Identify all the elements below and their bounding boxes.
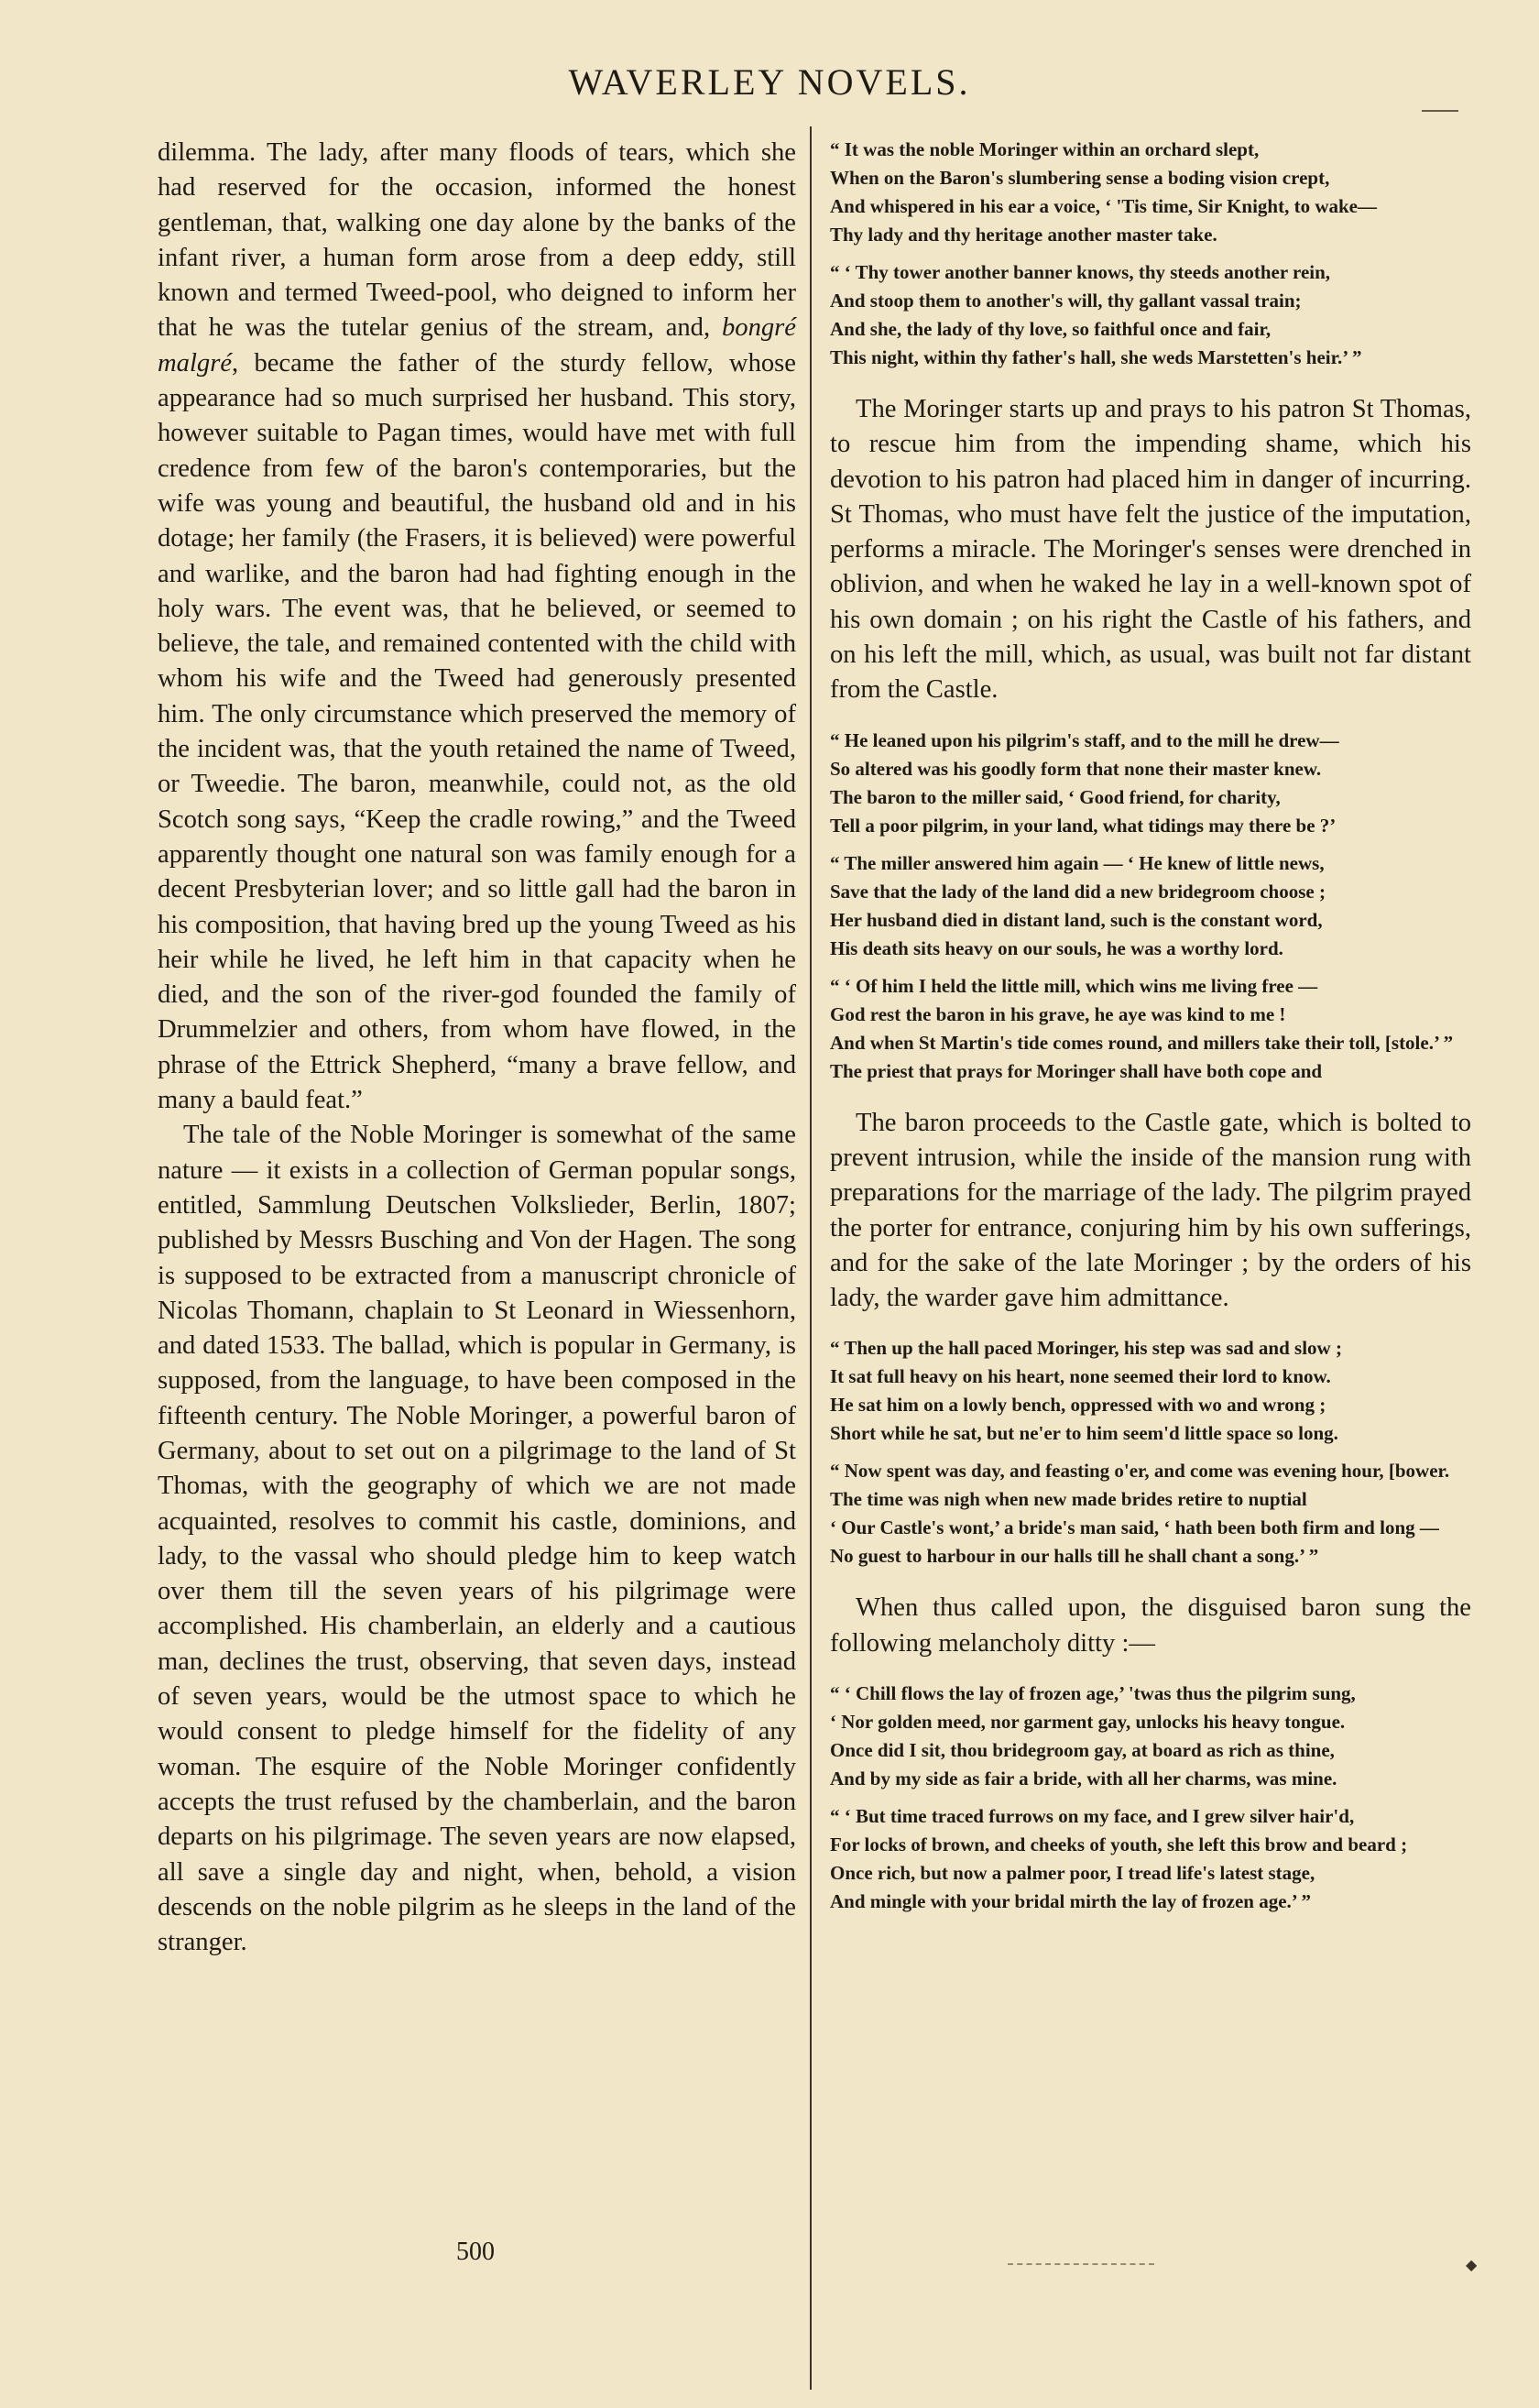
paragraph-ditty-intro: When thus called upon, the disguised baron sung the following melancholy ditty :— (830, 1593, 1471, 1658)
italic-phrase: bongré malgré (158, 313, 796, 378)
verse-stanza-8: “ ‘ Chill flows the lay of frozen age,’ 'twas thus the pilgrim sung, ‘ Nor golden meed, nor garment gay, unlocks his heavy tongue. Once did I sit, thou bridegroom gay, at board as rich as thine, And by my side as fair a bride, with all her charms, was mine. (830, 1682, 1356, 1790)
verse-stanza-9: “ ‘ But time traced furrows on my face, and I grew silver hair'd, For locks of brown, and cheeks of youth, she left this brow and beard ; Once rich, but now a palmer poor, I tread life's latest stage, And mingle with your bridal mirth the lay of frozen age.’ ” (830, 1805, 1408, 1913)
verse-stanza-6: “ Then up the hall paced Moringer, his step was sad and slow ; It sat full heavy on his heart, none seemed their lord to know. He sat him on a lowly bench, oppressed with wo and wrong ; Short while he sat, but ne'er to him seem'd little space so long. (830, 1337, 1342, 1445)
right-column (830, 136, 1471, 1916)
running-header: WAVERLEY NOVELS. (568, 61, 971, 103)
column-divider (810, 126, 812, 2390)
verse-stanza-3: “ He leaned upon his pilgrim's staff, and to the mill he drew— So altered was his goodly form that none their master knew. The baron to the miller said, ‘ Good friend, for charity, Tell a poor pilgrim, in your land, what tidings may there be ?’ (830, 728, 1339, 837)
paragraph-miracle: The Moringer starts up and prays to his patron St Thomas, to rescue him from the impending shame, which his devotion to his patron had placed him in danger of incurring. St Thomas, who must have felt the justice of the imputation, performs a miracle. The Moringer's senses were drenched in oblivion, and when he waked he lay in a well-known spot of his own domain ; on his right the Castle of his fathers, and on his left the mill, which, as usual, was built not far distant from the Castle. (830, 395, 1471, 705)
page-number: 500 (456, 2238, 495, 2266)
verse-stanza-7: “ Now spent was day, and feasting o'er, and come was evening hour, [bower. The time was nigh when new made brides retire to nuptial ‘ Our Castle's wont,’ a bride's man said, ‘ hath been both firm and long — No guest to harbour in our halls till he shall chant a song.’ ” (830, 1460, 1450, 1568)
footer-rule (1008, 2263, 1154, 2265)
paragraph-moringer-intro: The tale of the Noble Moringer is somewhat of the same nature — it exists in a collection of German popular songs, entitled, Sammlung Deutschen Volkslieder, Berlin, 1807; published by Messrs Busching and Von der Hagen. The song is supposed to be extracted from a manuscript chronicle of Nicolas Thomann, chaplain to St Leonard in Wiessenhorn, and dated 1533. The ballad, which is popular in Germany, is supposed, from the language, to have been composed in the fifteenth century. The Noble Moringer, a powerful baron of Germany, about to set out on a pilgrimage to the land of St Thomas, with the geography of which we are not made acquainted, resolves to commit his castle, dominions, and lady, to the vassal who should pledge him to keep watch over them till the seven years of his pilgrimage were accomplished. His chamberlain, an elderly and a cautious man, declines the trust, observing, that seven days, instead of seven years, would be the utmost space to which he would consent to pledge himself for the fidelity of any woman. The esquire of the Noble Moringer confidently accepts the trust refused by the chamberlain, and the baron departs on his pilgrimage. The seven years are now elapsed, all save a single day and night, when, behold, a vision descends on the noble pilgrim as he sleeps in the land of the stranger. (158, 1121, 796, 1957)
footer-mark: ◆ (1466, 2256, 1478, 2273)
verse-stanza-5: “ ‘ Of him I held the little mill, which wins me living free — God rest the baron in his grave, he aye was kind to me ! And when St Martin's tide comes round, and millers take their toll, [stole.’ ” The priest that prays for Moringer shall have both cope and (830, 974, 1454, 1082)
paragraph-tweed: dilemma. The lady, after many floods of tears, which she had reserved for the occasion, informed the honest gentleman, that, walking one day alone by the banks of the infant river, a human form arose from a deep eddy, still known and termed Tweed-pool, who deigned to inform her that he was the tutelar genius of the stream, and, bongré malgré, became the father of the sturdy fellow, whose appearance had so much surprised her husband. This story, however suitable to Pagan times, would have met with full credence from few of the baron's contemporaries, but the wife was young and beautiful, the husband old and in his dotage; her family (the Frasers, it is believed) were powerful and warlike, and the baron had had fighting enough in the holy wars. The event was, that he believed, or seemed to believe, the tale, and remained contented with the child with whom his wife and the Tweed had generously presented him. The only circumstance which preserved the memory of the incident was, that the youth retained the name of Tweed, or Tweedie. The baron, meanwhile, could not, as the old Scotch song says, “Keep the cradle rowing,” and the Tweed apparently thought one natural son was family enough for a decent Presbyterian lover; and so little gall had the baron in his composition, that having bred up the young Tweed as his heir while he lived, he left him in that capacity when he died, and the son of the river-god founded the family of Drummelzier and others, from whom have flowed, in the phrase of the Ettrick Shepherd, “many a brave fellow, and many a bauld feat.” (158, 138, 796, 1115)
verse-stanza-1: “ It was the noble Moringer within an orchard slept, When on the Baron's slumbering sense a boding vision crept, And whispered in his ear a voice, ‘ 'Tis time, Sir Knight, to wake— Thy lady and thy heritage another master take. (830, 138, 1377, 246)
header-rule (1422, 110, 1458, 112)
paragraph-castle-gate: The baron proceeds to the Castle gate, which is bolted to prevent intrusion, while the inside of the mansion rung with preparations for the marriage of the lady. The pilgrim prayed the porter for entrance, conjuring him by his own sufferings, and for the sake of the late Moringer ; by the orders of his lady, the warder gave him admittance. (830, 1108, 1471, 1313)
verse-stanza-4: “ The miller answered him again — ‘ He knew of little news, Save that the lady of the land did a new bridegroom choose ; Her husband died in distant land, such is the constant word, His death sits heavy on our souls, he was a worthy lord. (830, 851, 1326, 959)
left-column (158, 136, 796, 1960)
verse-stanza-2: “ ‘ Thy tower another banner knows, thy steeds another rein, And stoop them to another's will, thy gallant vassal train; And she, the lady of thy love, so faithful once and fair, This night, within thy father's hall, she weds Marstetten's heir.’ ” (830, 261, 1362, 368)
